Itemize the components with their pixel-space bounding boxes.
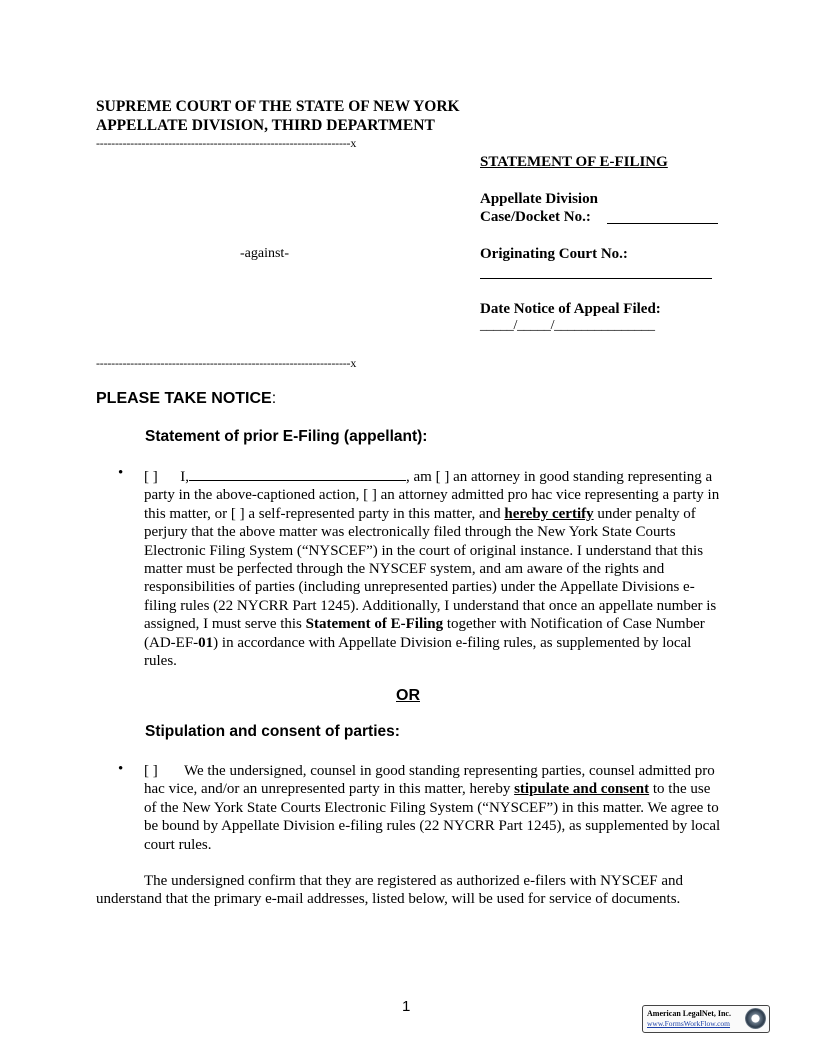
case-label-line1: Appellate Division — [480, 191, 598, 207]
p1-notification-text: together with Notification of Case Number (AD-EF- — [144, 616, 705, 651]
or-divider: OR — [396, 687, 420, 704]
prior-efiling-paragraph — [144, 466, 722, 670]
notice-colon: : — [271, 390, 277, 407]
stipulate-consent-text: stipulate and consent — [514, 781, 650, 798]
p1-pro-hac-text: an attorney admitted pro hac vice representing a party in this matter, or — [144, 487, 720, 522]
p1-i: I, — [180, 469, 189, 485]
against-label: -against- — [240, 246, 289, 261]
p1-am: , am — [406, 469, 432, 485]
section2-heading: Stipulation and consent of parties: — [145, 723, 400, 740]
notice-text: PLEASE TAKE NOTICE — [96, 390, 272, 407]
court-name-line2: APPELLATE DIVISION, THIRD DEPARTMENT — [96, 117, 435, 134]
court-name-line1: SUPREME COURT OF THE STATE OF NEW YORK — [96, 98, 460, 115]
p1-certify-body: under penalty of perjury that the above matter was electronically filed through the New York State Courts Electronic Filing System (“NYSCEF”) in the court of original instance. I understand that this matter must be perfected through the NYSCEF system, and am aware of the rights and responsibilities of parties (including unrepresented parties) under the Appellate Divisions e-filing rules (22 NYCRR Part 1245). Additionally, I understand that once an appellate number is assigned, I must serve this — [144, 505, 717, 633]
p2-body-text: to the use of the New York State Courts Electronic Filing System (“NYSCEF”) in this matter. We agree to be bound by Appellate Division e-filing rules (22 NYCRR Part 1245), as supplemented by local court rules. — [144, 781, 721, 853]
date-notice-field[interactable]: _____/_____/_______________ — [480, 318, 655, 333]
name-field[interactable] — [189, 466, 406, 481]
statement-of-efiling-text: Statement of E-Filing — [305, 616, 444, 633]
section1-heading: Statement of prior E-Filing (appellant): — [145, 428, 428, 445]
p1-attorney-text: an attorney in good standing representing a party in the above-captioned action, — [144, 469, 713, 504]
p2-intro-text: We the undersigned, counsel in good standing representing parties, counsel admitted pro hac vice, and/or an unrepresented party in this matter, hereby — [144, 763, 715, 798]
p1-form-number: 01 — [198, 634, 214, 651]
p1-closing-text: ) in accordance with Appellate Division e-filing rules, as supplemented by local rules. — [144, 634, 692, 670]
checkbox-self-represented[interactable]: [ ] — [230, 505, 245, 522]
notice-heading — [96, 390, 276, 408]
date-notice-label: Date Notice of Appeal Filed: — [480, 301, 661, 317]
caption-divider-bottom: -------------------------------------------------------------------x — [96, 356, 357, 370]
p1-self-rep-text: a self-represented party in this matter, and — [248, 505, 501, 522]
checkbox-stipulation[interactable]: [ ] — [144, 763, 158, 779]
checkbox-attorney[interactable]: [ ] — [435, 469, 450, 485]
stipulation-paragraph — [144, 762, 722, 854]
statement-title: STATEMENT OF E-FILING — [480, 154, 668, 170]
checkbox-pro-hac-vice[interactable]: [ ] — [363, 487, 377, 504]
case-label-line2: Case/Docket No.: — [480, 209, 591, 225]
case-number-field[interactable] — [607, 223, 718, 224]
logo-seal-icon — [745, 1008, 766, 1029]
checkbox-prior-efiling[interactable]: [ ] — [144, 469, 158, 485]
originating-court-label: Originating Court No.: — [480, 246, 628, 262]
american-legalnet-logo — [642, 1005, 770, 1033]
logo-company-name: American LegalNet, Inc. — [647, 1009, 731, 1018]
logo-website-link[interactable]: www.FormsWorkFlow.com — [647, 1019, 731, 1028]
page-number: 1 — [402, 998, 411, 1015]
bullet-1: • — [118, 465, 124, 481]
hereby-certify-text: hereby certify — [504, 505, 594, 522]
originating-court-field[interactable] — [480, 278, 712, 279]
bullet-2: • — [118, 761, 124, 777]
caption-divider-top: -------------------------------------------------------------------x — [96, 136, 357, 150]
registration-paragraph: The undersigned confirm that they are registered as authorized e-filers with NYSCEF and understand that the primary e-mail addresses, listed below, will be used for service of documents. — [96, 873, 683, 908]
